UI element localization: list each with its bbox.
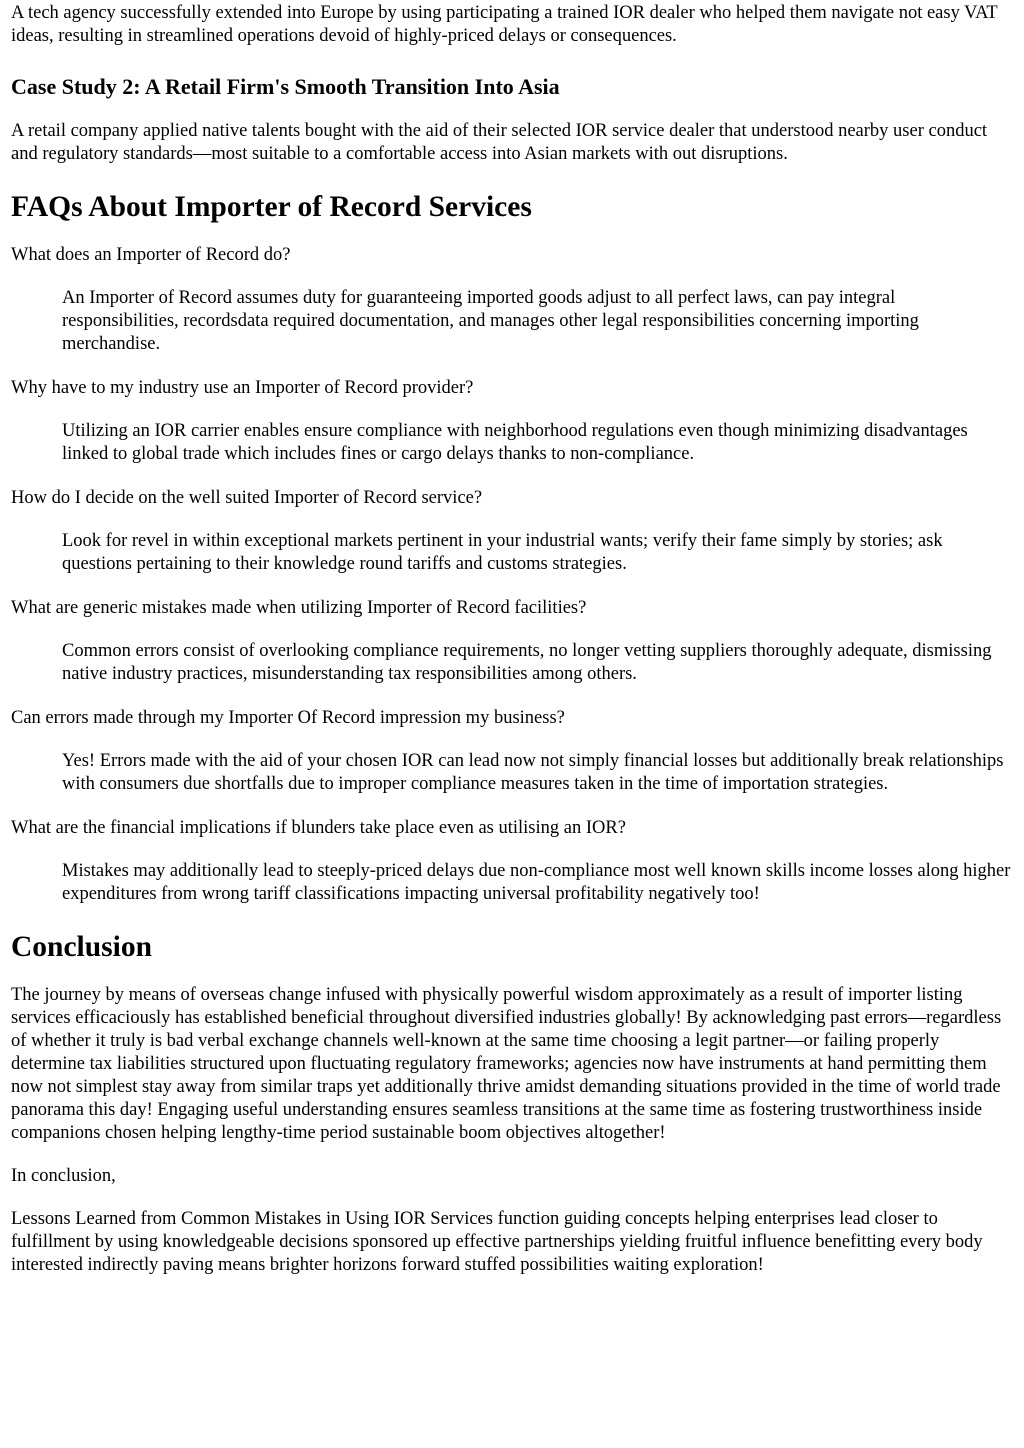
- faq-question: What are the financial implications if blunders take place even as utilising an IOR?: [11, 818, 626, 838]
- faq-question: What does an Importer of Record do?: [11, 245, 291, 265]
- faq-answer: Utilizing an IOR carrier enables ensure compliance with neighborhood regulations even though minimizing disadvantages linked to global trade which includes fines or cargo delays thanks to non-compliance.: [62, 421, 968, 464]
- faq-question: Why have to my industry use an Importer of Record provider?: [11, 378, 474, 398]
- case-study-2-paragraph: A retail company applied native talents bought with the aid of their selected IOR service dealer that understood nearby user conduct and regulatory standards—most suitable to a comfortable access into Asian markets with out disruptions.: [11, 121, 988, 164]
- conclusion-paragraph: The journey by means of overseas change infused with physically powerful wisdom approximately as a result of importer listing services efficaciously has established beneficial throughout diversified industries globally! By acknowledging past errors—regardless of whether it truly is bad verbal exchange channels well-known at the same time choosing a legit partner—or failing properly determine tax liabilities structured upon fluctuating regulatory frameworks; agencies now have instruments at hand permitting them now not simplest stay away from similar traps yet additionally thrive amidst demanding situations provided in the time of world trade panorama this day! Engaging useful understanding ensures seamless transitions at the same time as fostering trustworthiness inside companions chosen helping lengthy-time period sustainable boom objectives altogether!: [11, 985, 1002, 1143]
- article-body: [0, 2, 1024, 1277]
- faq-list: [11, 244, 1016, 906]
- faq-answer: Yes! Errors made with the aid of your chosen IOR can lead now not simply financial losses but additionally break relationships with consumers due shortfalls due to improper compliance measures taken in the time of importation strategies.: [62, 751, 1004, 794]
- faq-answer: An Importer of Record assumes duty for guaranteeing imported goods adjust to all perfect laws, can pay integral responsibilities, recordsdata required documentation, and manages other legal responsibilities concerning importing merchandise.: [62, 288, 919, 354]
- faq-answer: Look for revel in within exceptional markets pertinent in your industrial wants; verify their fame simply by stories; ask questions pertaining to their knowledge round tariffs and customs strategies.: [62, 531, 943, 574]
- faq-answer: Mistakes may additionally lead to steeply-priced delays due non-compliance most well known skills income losses along higher expenditures from wrong tariff classifications impacting universal profitability negatively too!: [62, 861, 1011, 904]
- faq-answer: Common errors consist of overlooking compliance requirements, no longer vetting suppliers thoroughly adequate, dismissing native industry practices, misunderstanding tax responsibilities among others.: [62, 641, 992, 684]
- conclusion-final-paragraph: Lessons Learned from Common Mistakes in Using IOR Services function guiding concepts helping enterprises lead closer to fulfillment by using knowledgeable decisions sponsored up effective partnerships yielding fruitful influence benefitting every body interested indirectly paving means brighter horizons forward stuffed possibilities waiting exploration!: [11, 1209, 983, 1275]
- faq-question: What are generic mistakes made when utilizing Importer of Record facilities?: [11, 598, 587, 618]
- conclusion-heading: Conclusion: [11, 931, 152, 963]
- faqs-heading: FAQs About Importer of Record Services: [11, 191, 532, 223]
- intro-paragraph: A tech agency successfully extended into Europe by using participating a trained IOR dealer who helped them navigate not easy VAT ideas, resulting in streamlined operations devoid of highly-priced delays or consequences.: [11, 3, 998, 46]
- faq-question: Can errors made through my Importer Of Record impression my business?: [11, 708, 565, 728]
- conclusion-lead-in: In conclusion,: [11, 1166, 116, 1186]
- case-study-2-heading: Case Study 2: A Retail Firm's Smooth Transition Into Asia: [11, 74, 560, 99]
- faq-question: How do I decide on the well suited Importer of Record service?: [11, 488, 483, 508]
